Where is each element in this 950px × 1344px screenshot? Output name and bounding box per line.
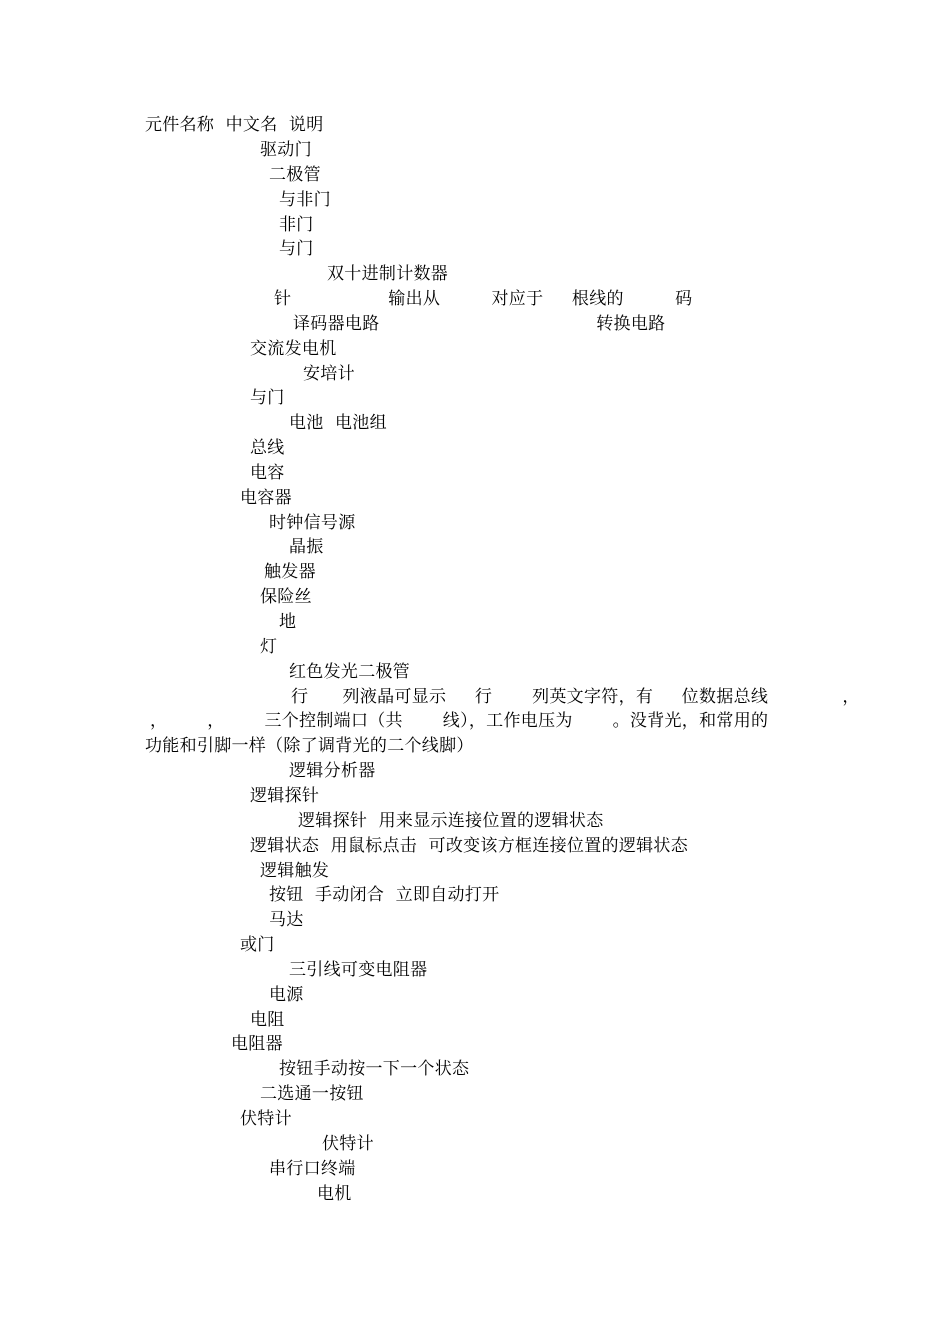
- component-line: 逻辑探针 用来显示连接位置的逻辑状态: [298, 811, 604, 831]
- component-line: 保险丝: [260, 587, 312, 607]
- component-line: 地: [279, 612, 297, 632]
- component-line: 电机: [317, 1184, 352, 1204]
- component-line: 电容器: [240, 488, 292, 508]
- component-line: 按钮手动按一下一个状态: [279, 1059, 470, 1079]
- component-line: 电阻器: [231, 1034, 283, 1054]
- component-line: 灯: [260, 637, 278, 657]
- component-line: 晶振: [289, 537, 324, 557]
- component-line: 三引线可变电阻器: [289, 960, 428, 980]
- component-line: 或门: [240, 935, 275, 955]
- component-line: 按钮 手动闭合 立即自动打开: [269, 885, 500, 905]
- component-line: 交流发电机: [250, 339, 337, 359]
- component-line: 与门: [279, 239, 314, 259]
- component-line: 逻辑触发: [260, 861, 330, 881]
- component-line: 针 输出从 对应于 根线的 码: [274, 289, 693, 309]
- component-line: 驱动门: [260, 140, 312, 160]
- component-line: 逻辑探针: [250, 786, 320, 806]
- component-line: 电容: [250, 463, 285, 483]
- component-line: 触发器: [264, 562, 316, 582]
- component-line: 红色发光二极管: [289, 662, 411, 682]
- component-line: ， ， 三个控制端口（共 线），工作电压为 。没背光，和常用的: [150, 711, 769, 731]
- component-line: 译码器电路 转换电路: [293, 314, 666, 334]
- component-line: 安培计: [303, 364, 355, 384]
- component-line: 逻辑分析器: [289, 761, 376, 781]
- component-line: 与非门: [279, 190, 331, 210]
- component-line: 总线: [250, 438, 285, 458]
- component-line: 行 列液晶可显示 行 列英文字符，有 位数据总线 ，: [291, 687, 860, 707]
- component-line: 马达: [269, 910, 304, 930]
- component-line: 电池 电池组: [289, 413, 387, 433]
- component-line: 与门: [250, 388, 285, 408]
- component-line: 时钟信号源: [269, 513, 356, 533]
- component-line: 电阻: [250, 1010, 285, 1030]
- component-line: 非门: [279, 215, 314, 235]
- component-line: 二选通一按钮: [260, 1084, 364, 1104]
- component-line: 伏特计: [240, 1109, 292, 1129]
- component-line: 二极管: [269, 165, 321, 185]
- component-line: 电源: [269, 985, 304, 1005]
- component-line: 串行口终端: [269, 1159, 356, 1179]
- component-line: 双十进制计数器: [327, 264, 449, 284]
- component-line: 伏特计: [322, 1134, 374, 1154]
- component-line: 功能和引脚一样（除了调背光的二个线脚）: [145, 736, 474, 756]
- header-line: 元件名称 中文名 说明: [145, 115, 324, 135]
- component-line: 逻辑状态 用鼠标点击 可改变该方框连接位置的逻辑状态: [250, 836, 689, 856]
